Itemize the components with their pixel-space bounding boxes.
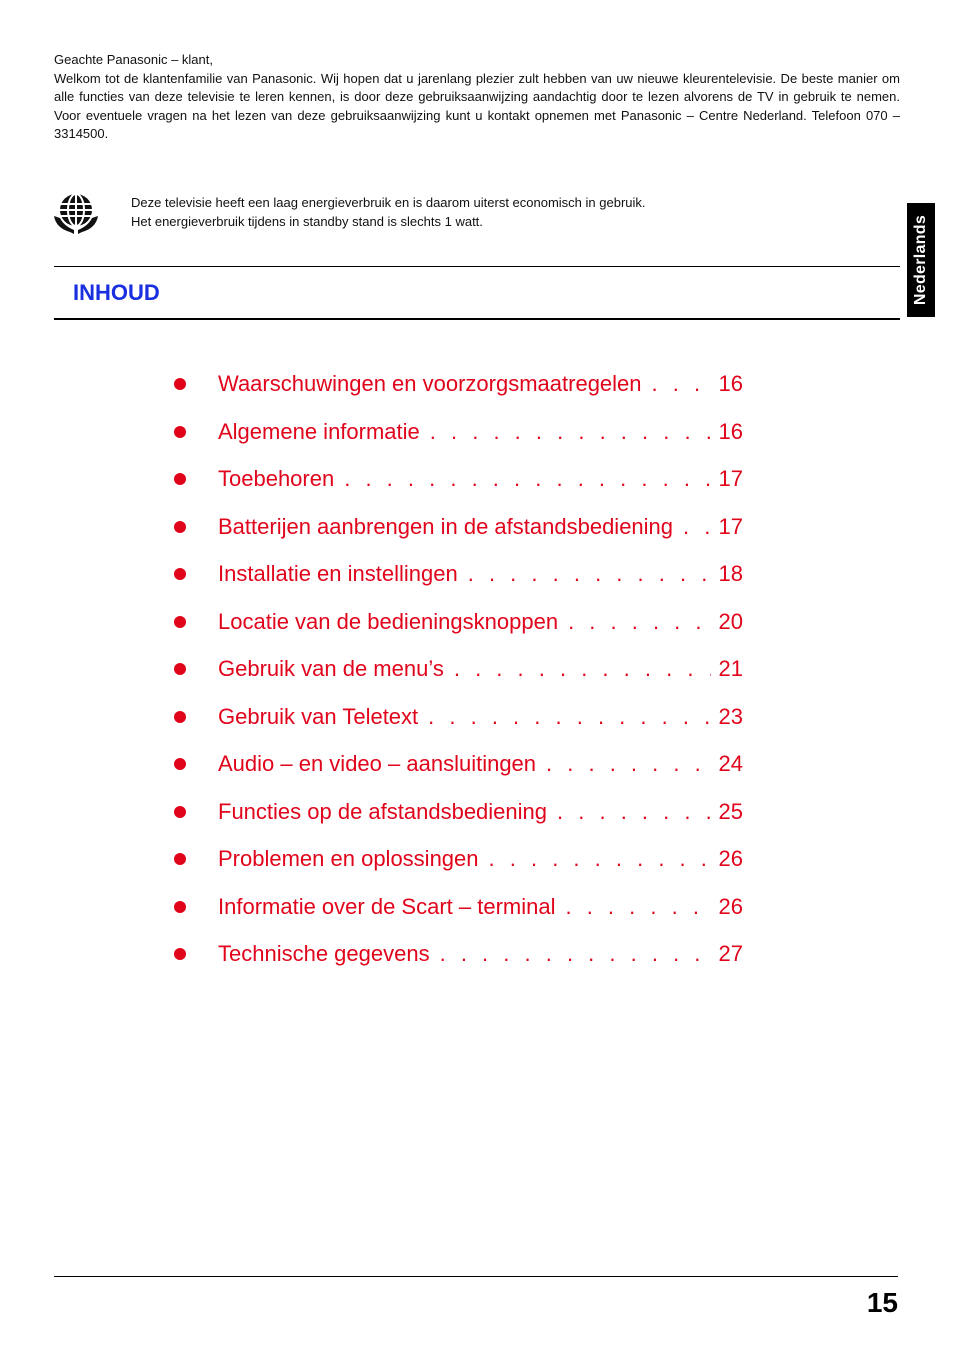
toc-item[interactable]: [172, 649, 752, 697]
leader-dots: [430, 412, 711, 452]
leader-dots: [454, 649, 711, 689]
toc-page-number: 18: [718, 561, 743, 586]
toc-entry-line: [218, 934, 743, 974]
toc-entry-line: [218, 697, 743, 737]
toc-page-number: 20: [718, 608, 743, 634]
toc-item[interactable]: [172, 412, 752, 460]
toc-item[interactable]: [172, 934, 752, 982]
toc-item[interactable]: [172, 792, 752, 840]
toc-page-number: 16: [718, 418, 743, 444]
leader-dots: [344, 459, 710, 499]
toc-item[interactable]: [172, 459, 752, 507]
toc-page-number: 16: [718, 371, 743, 396]
toc-entry-line: [218, 412, 743, 452]
bullet-icon: [174, 711, 186, 723]
toc-entry-line: [218, 887, 743, 927]
bullet-icon: [174, 901, 186, 913]
leader-dots: [568, 602, 710, 642]
leader-dots: [565, 887, 710, 927]
toc-label: Locatie van de bedieningsknoppen: [218, 608, 559, 634]
greeting: Geachte Panasonic – klant,: [54, 52, 213, 67]
toc-item[interactable]: [172, 839, 752, 887]
toc-entry-line: [218, 507, 743, 547]
globe-hands-icon: [52, 190, 100, 236]
toc-page-number: 26: [718, 893, 743, 919]
bullet-icon: [174, 616, 186, 628]
leader-dots: [557, 792, 711, 832]
page-number: 15: [866, 1287, 898, 1318]
bullet-icon: [174, 806, 186, 818]
bullet-icon: [174, 521, 186, 533]
toc-entry-line: [218, 649, 743, 689]
table-of-contents: [172, 364, 752, 982]
toc-page-number: 26: [718, 846, 743, 871]
toc-label: Waarschuwingen en voorzorgsmaatregelen: [218, 371, 642, 396]
toc-page-number: 23: [718, 703, 743, 729]
toc-label: Problemen en oplossingen: [218, 846, 479, 871]
leader-dots: [428, 697, 710, 737]
toc-entry-line: [218, 839, 743, 879]
section-title: INHOUD: [73, 280, 160, 305]
toc-entry-line: [218, 792, 743, 832]
toc-label: Audio – en video – aansluitingen: [218, 751, 537, 776]
toc-page-number: 27: [718, 941, 743, 966]
leader-dots: [652, 364, 711, 404]
toc-item[interactable]: [172, 744, 752, 792]
toc-label: Toebehoren: [218, 466, 335, 491]
energy-notice-line-1: Deze televisie heeft een laag energieverbruik en is daarom uiterst economisch in gebruik.: [131, 195, 646, 210]
toc-label: Installatie en instellingen: [218, 561, 458, 586]
intro-text: [54, 51, 900, 144]
language-tab: [907, 203, 935, 317]
bullet-icon: [174, 853, 186, 865]
toc-entry-line: [218, 364, 743, 404]
toc-item[interactable]: [172, 507, 752, 555]
toc-page-number: 25: [718, 798, 743, 824]
toc-page-number: 17: [718, 513, 743, 539]
footer-rule: [54, 1276, 898, 1277]
bullet-icon: [174, 473, 186, 485]
bullet-icon: [174, 378, 186, 390]
leader-dots: [489, 839, 711, 879]
welcome-paragraph: Welkom tot de klantenfamilie van Panasonic. Wij hopen dat u jarenlang plezier zult hebben van uw nieuwe kleurentelevisie. De beste manier om alle functies van deze televisie te leren kennen, is door deze gebruiksaanwijzing aandachtig door te lezen alvorens de TV in gebruik te nemen. Voor eventuele vragen na het lezen van deze gebruiksaanwijzing kunt u kontakt opnemen met Panasonic – Centre Nederland. Telefoon 070 – 3314500.: [54, 70, 900, 142]
bullet-icon: [174, 426, 186, 438]
energy-notice-line-2: Het energieverbruik tijdens in standby stand is slechts 1 watt.: [131, 214, 483, 229]
toc-item[interactable]: [172, 887, 752, 935]
language-tab-label: Nederlands: [912, 214, 929, 306]
bullet-icon: [174, 948, 186, 960]
toc-entry-line: [218, 554, 743, 594]
toc-entry-line: [218, 602, 743, 642]
leader-dots: [546, 744, 710, 784]
toc-label: Technische gegevens: [218, 941, 430, 966]
toc-label: Algemene informatie: [218, 418, 420, 444]
toc-label: Gebruik van Teletext: [218, 703, 419, 729]
toc-page-number: 24: [718, 751, 743, 776]
toc-item[interactable]: [172, 602, 752, 650]
toc-label: Informatie over de Scart – terminal: [218, 893, 556, 919]
toc-item[interactable]: [172, 554, 752, 602]
toc-page-number: 21: [718, 656, 743, 681]
leader-dots: [683, 507, 710, 547]
toc-item[interactable]: [172, 697, 752, 745]
toc-entry-line: [218, 744, 743, 784]
bullet-icon: [174, 568, 186, 580]
toc-label: Gebruik van de menu’s: [218, 656, 444, 681]
header-rule-top: [54, 266, 900, 267]
toc-label: Batterijen aanbrengen in de afstandsbediening: [218, 513, 674, 539]
energy-notice: [131, 193, 646, 231]
header-rule-bottom: [54, 318, 900, 320]
toc-page-number: 17: [718, 466, 743, 491]
leader-dots: [440, 934, 711, 974]
bullet-icon: [174, 663, 186, 675]
toc-entry-line: [218, 459, 743, 499]
bullet-icon: [174, 758, 186, 770]
leader-dots: [468, 554, 711, 594]
toc-label: Functies op de afstandsbediening: [218, 798, 548, 824]
toc-item[interactable]: [172, 364, 752, 412]
